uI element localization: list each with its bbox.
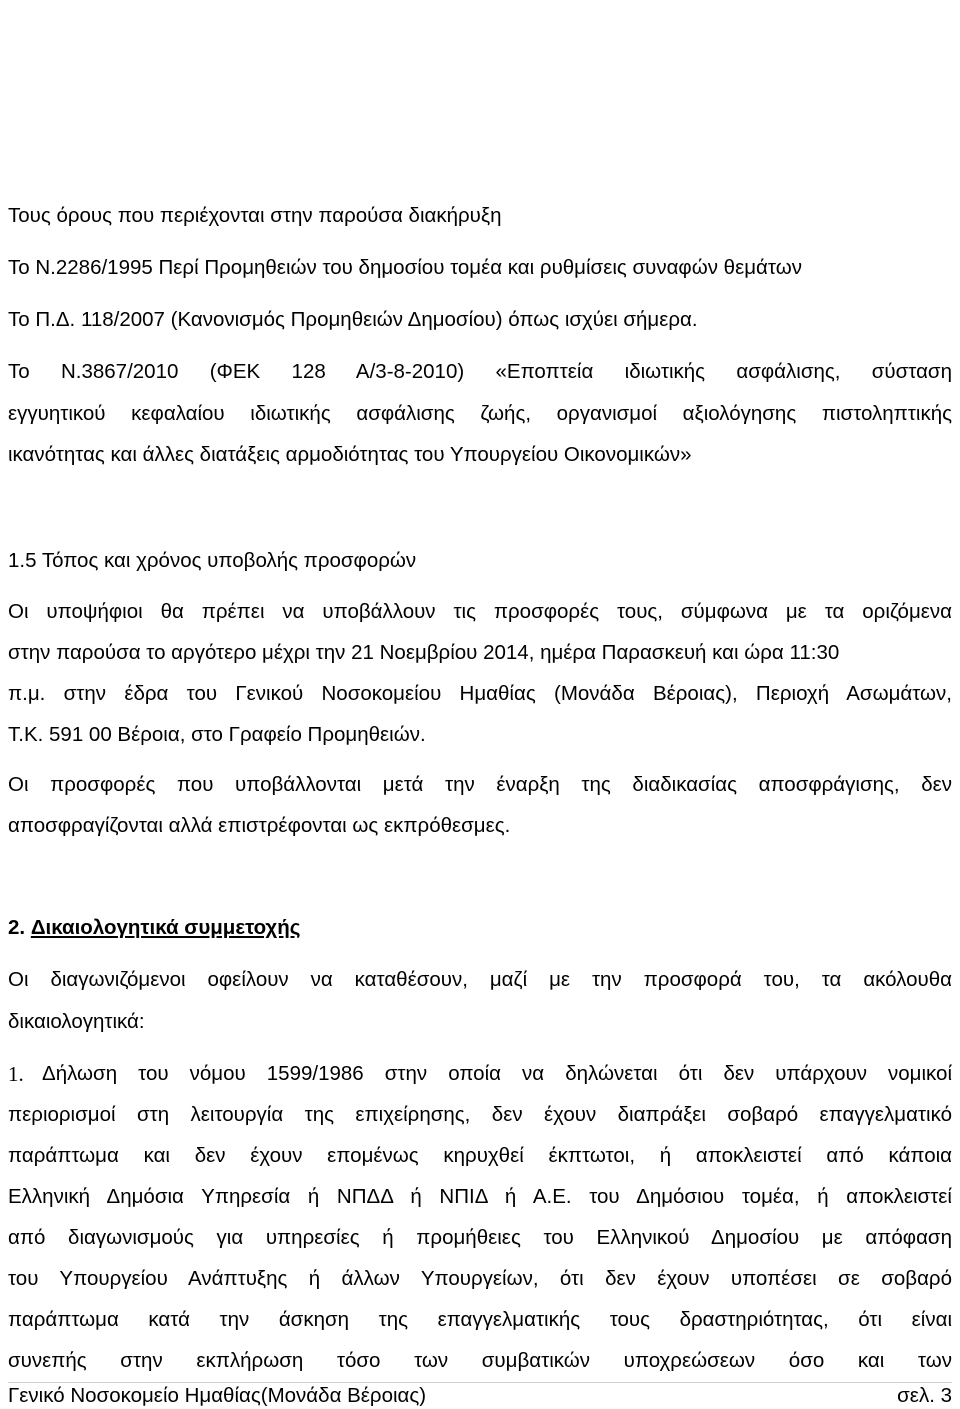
- section-2-heading: [8, 915, 300, 941]
- list-item-line3: παράπτωμα και δεν έχουν επομένως κηρυχθεί έκπτωτοι, ή αποκλειστεί από κάποια: [8, 1144, 952, 1167]
- section-2-title: Δικαιολογητικά συμμετοχής: [30, 916, 301, 939]
- list-item-line5: από διαγωνισμούς για υπηρεσίες ή προμήθειες του Ελληνικού Δημοσίου με απόφαση: [8, 1226, 952, 1249]
- list-item-line7: παράπτωμα κατά την άσκηση της επαγγελματικής τους δραστηριότητας, ότι είναι: [8, 1308, 952, 1331]
- section-2-intro-line1: Οι διαγωνιζόμενοι οφείλουν να καταθέσουν, μαζί με την προσφορά του, τα ακόλουθα: [8, 968, 952, 991]
- section-1-5-para1-line4: Τ.Κ. 591 00 Βέροια, στο Γραφείο Προμηθειών.: [8, 723, 426, 746]
- section-1-5-para1-line2: στην παρούσα το αργότερο μέχρι την 21 Νοεμβρίου 2014, ημέρα Παρασκευή και ώρα 11:30: [8, 641, 840, 664]
- page-footer: [8, 1383, 952, 1409]
- reference-line-law-3867-cont: εγγυητικού κεφαλαίου ιδιωτικής ασφάλισης ζωής, οργανισμοί αξιολόγησης πιστοληπτικής: [8, 402, 952, 425]
- section-2-intro-line2: δικαιολογητικά:: [8, 1010, 145, 1033]
- footer-hospital-name: Γενικό Νοσοκομείο Ημαθίας(Μονάδα Βέροιας): [8, 1384, 427, 1407]
- section-1-5-para1-line1: Οι υποψήφιοι θα πρέπει να υποβάλλουν τις προσφορές τους, σύμφωνα με τα οριζόμενα: [8, 600, 952, 623]
- section-1-5-para1-line3: π.μ. στην έδρα του Γενικού Νοσοκομείου Ημαθίας (Μονάδα Βέροιας), Περιοχή Ασωμάτων,: [8, 682, 952, 705]
- list-item-line2: περιορισμοί στη λειτουργία της επιχείρησης, δεν έχουν διαπράξει σοβαρό επαγγελματικό: [8, 1103, 952, 1126]
- section-1-5-para2-line2: αποσφραγίζονται αλλά επιστρέφονται ως εκπρόθεσμες.: [8, 814, 511, 837]
- reference-line-law-2286: Το Ν.2286/1995 Περί Προμηθειών του δημοσίου τομέα και ρυθμίσεις συναφών θεμάτων: [8, 256, 802, 279]
- section-1-5-heading: 1.5 Τόπος και χρόνος υποβολής προσφορών: [8, 549, 417, 572]
- list-item-line1: Δήλωση του νόμου 1599/1986 στην οποία να δηλώνεται ότι δεν υπάρχουν νομικοί: [42, 1062, 952, 1085]
- reference-line-terms: Τους όρους που περιέχονται στην παρούσα διακήρυξη: [8, 204, 502, 227]
- reference-line-law-3867-end: ικανότητας και άλλες διατάξεις αρμοδιότητας του Υπουργείου Οικονομικών»: [8, 443, 692, 466]
- reference-line-pd-118: Το Π.Δ. 118/2007 (Κανονισμός Προμηθειών Δημοσίου) όπως ισχύει σήμερα.: [8, 308, 698, 331]
- list-item-line4: Ελληνική Δημόσια Υπηρεσία ή ΝΠΔΔ ή ΝΠΙΔ ή Α.Ε. του Δημόσιου τομέα, ή αποκλειστεί: [8, 1185, 952, 1208]
- list-item-line8: συνεπής στην εκπλήρωση τόσο των συμβατικών υποχρεώσεων όσο και των: [8, 1349, 952, 1372]
- list-item-line6: του Υπουργείου Ανάπτυξης ή άλλων Υπουργείων, ότι δεν έχουν υποπέσει σε σοβαρό: [8, 1267, 952, 1290]
- reference-line-law-3867: Το Ν.3867/2010 (ΦΕΚ 128 Α/3-8-2010) «Εποπτεία ιδιωτικής ασφάλισης, σύσταση: [8, 360, 952, 383]
- footer-page-number: σελ. 3: [897, 1384, 952, 1407]
- section-1-5-para2-line1: Οι προσφορές που υποβάλλονται μετά την έναρξη της διαδικασίας αποσφράγισης, δεν: [8, 773, 952, 796]
- list-item-number: 1.: [8, 1062, 24, 1086]
- section-2-number: 2.: [8, 916, 26, 939]
